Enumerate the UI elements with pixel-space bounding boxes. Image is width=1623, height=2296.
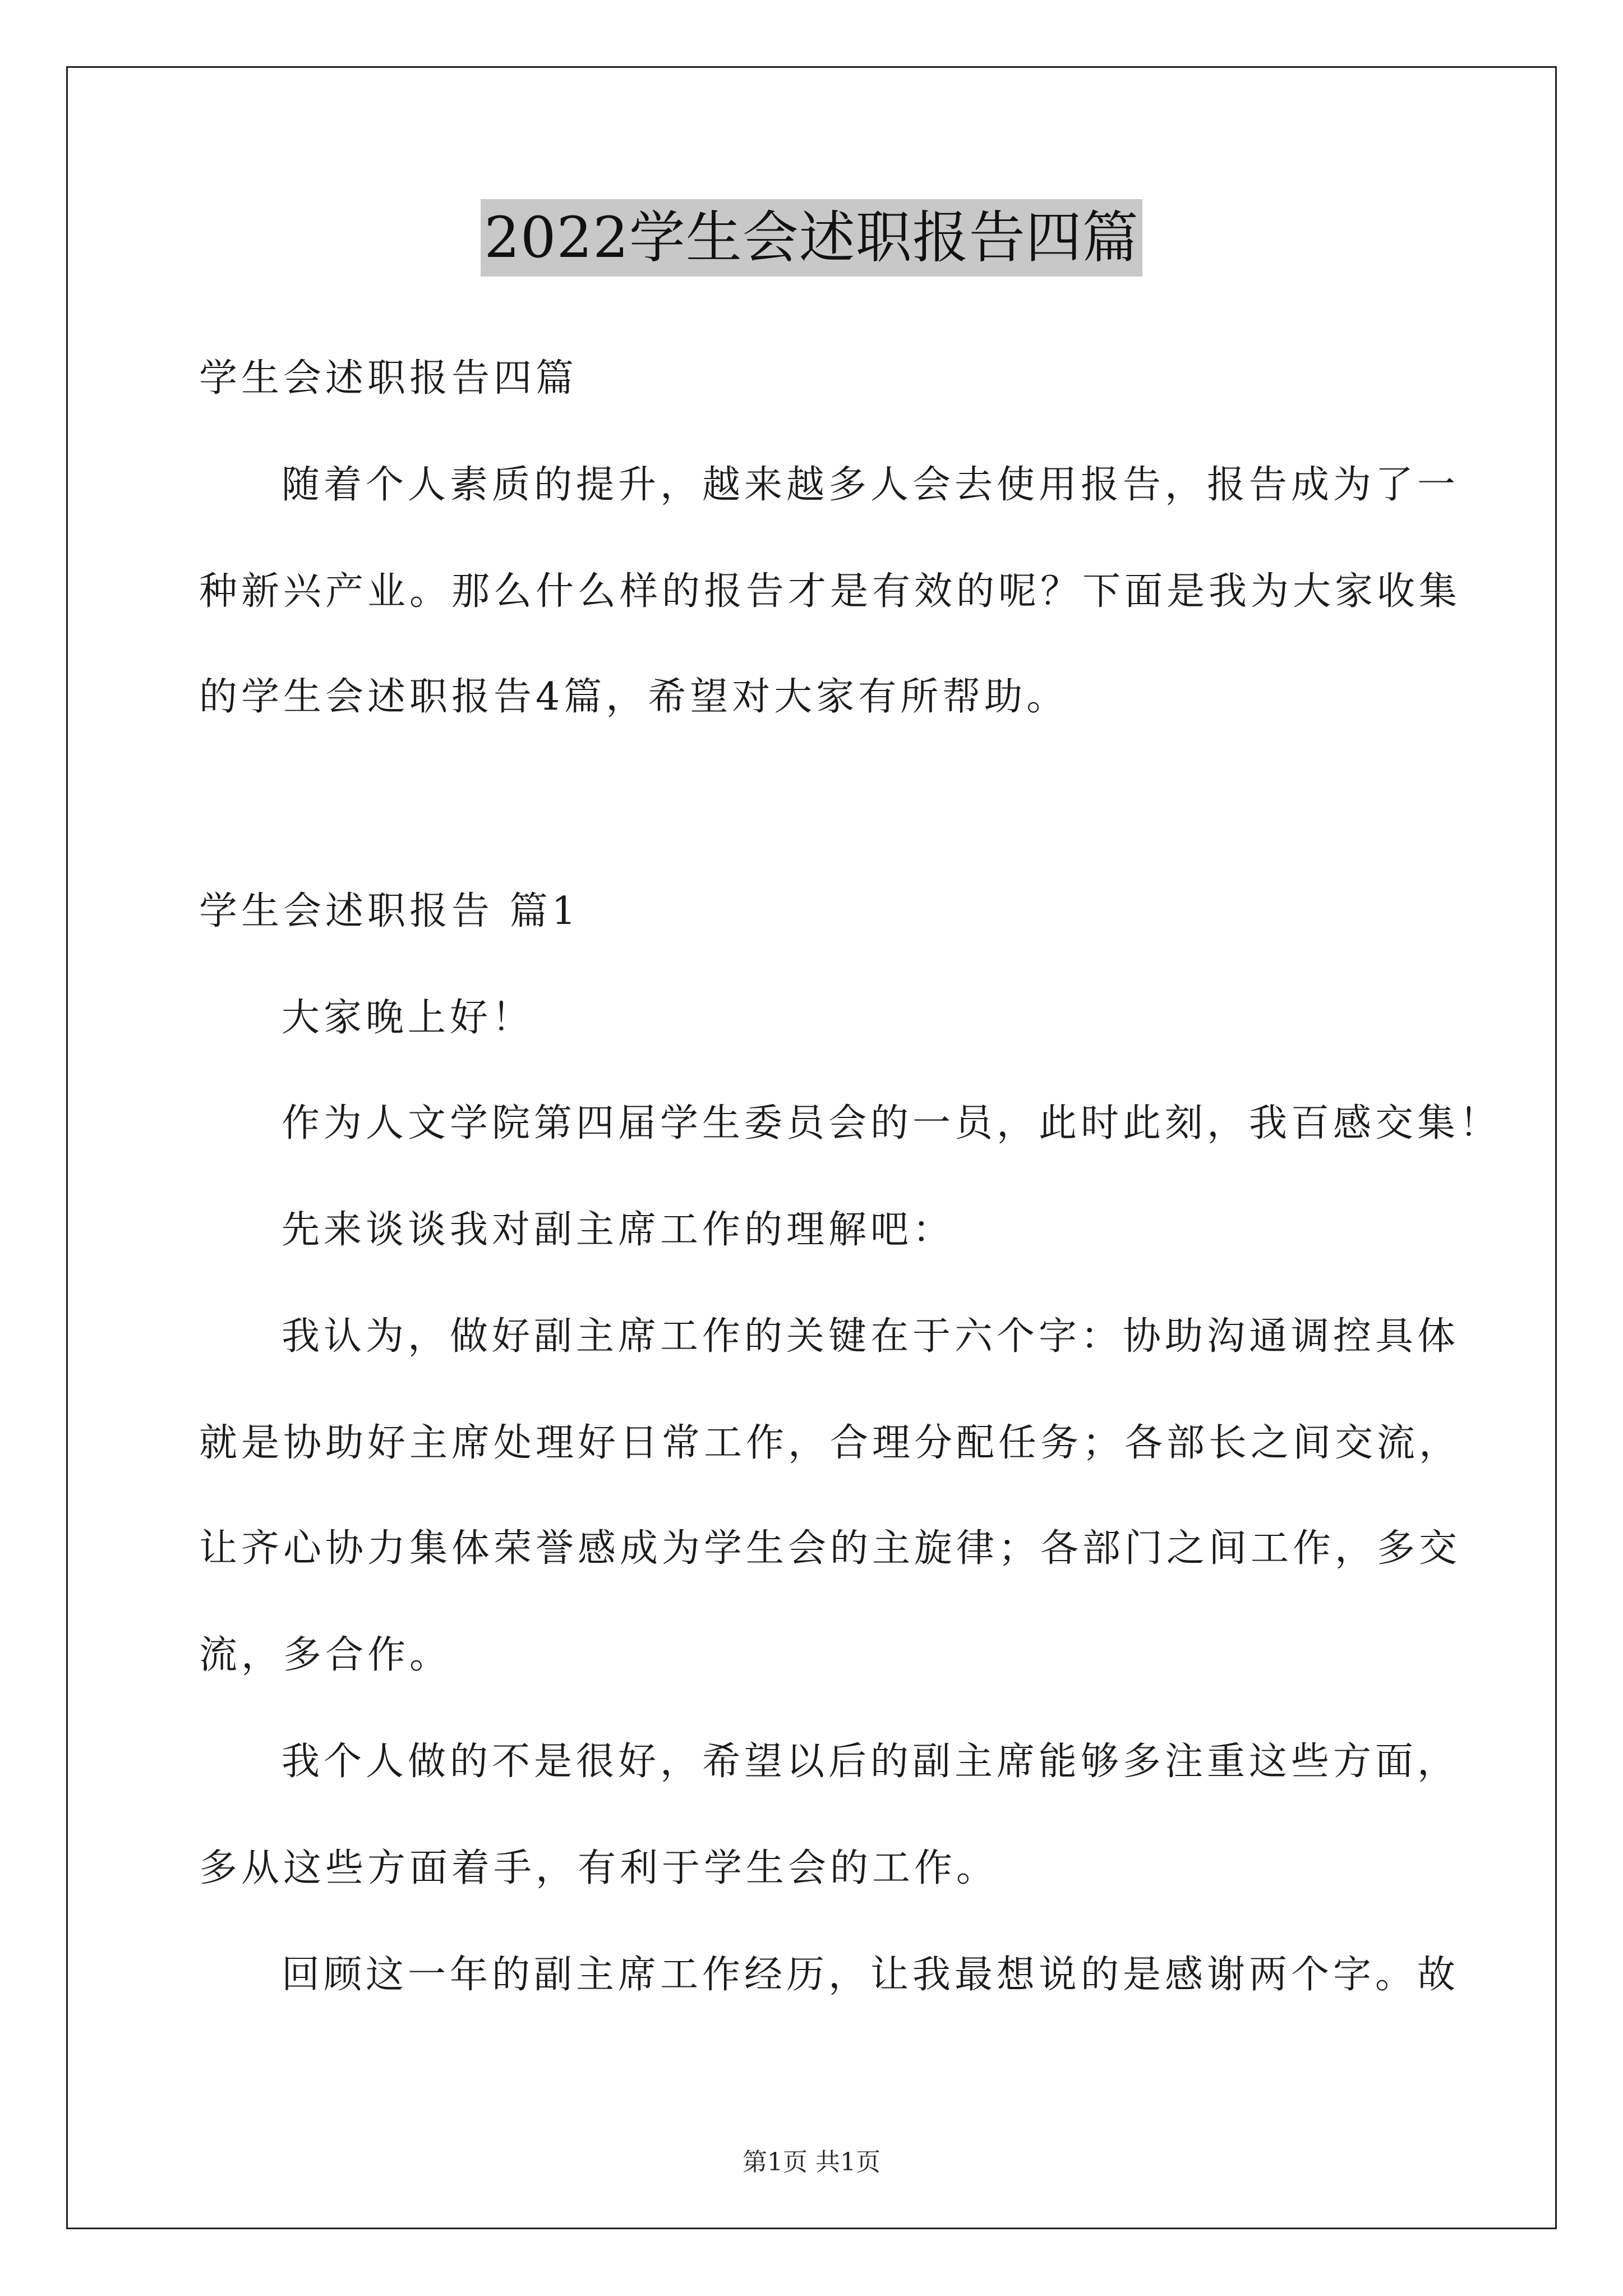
body-line-7: 流，多合作。 bbox=[199, 1633, 452, 1677]
document-title: 2022学生会述职报告四篇 bbox=[481, 199, 1142, 277]
body-line-8: 我个人做的不是很好，希望以后的副主席能够多注重这些方面， bbox=[282, 1740, 1460, 1784]
body-line-5: 就是协助好主席处理好日常工作，合理分配任务；各部长之间交流， bbox=[199, 1421, 1461, 1465]
page-footer: 第1页 共1页 bbox=[743, 2148, 880, 2177]
section-heading: 学生会述职报告 篇1 bbox=[199, 889, 580, 933]
intro-line-2: 种新兴产业。那么什么样的报告才是有效的呢？下面是我为大家收集 bbox=[199, 569, 1461, 614]
intro-line-1: 随着个人素质的提升，越来越多人会去使用报告，报告成为了一 bbox=[282, 463, 1460, 507]
body-line-9: 多从这些方面着手，有利于学生会的工作。 bbox=[199, 1846, 999, 1890]
title-container bbox=[0, 199, 1623, 277]
intro-line-3: 的学生会述职报告4篇，希望对大家有所帮助。 bbox=[199, 675, 1069, 719]
body-line-6: 让齐心协力集体荣誉感成为学生会的主旋律；各部门之间工作，多交 bbox=[199, 1526, 1461, 1571]
body-line-2: 作为人文学院第四届学生委员会的一员，此时此刻，我百感交集！ bbox=[282, 1101, 1502, 1145]
document-subtitle: 学生会述职报告四篇 bbox=[199, 356, 578, 401]
body-line-10: 回顾这一年的副主席工作经历，让我最想说的是感谢两个字。故 bbox=[282, 1953, 1460, 1997]
body-line-1: 大家晚上好！ bbox=[282, 996, 534, 1040]
body-line-3: 先来谈谈我对副主席工作的理解吧： bbox=[282, 1208, 955, 1252]
body-line-4: 我认为，做好副主席工作的关键在于六个字：协助沟通调控具体 bbox=[282, 1314, 1460, 1359]
